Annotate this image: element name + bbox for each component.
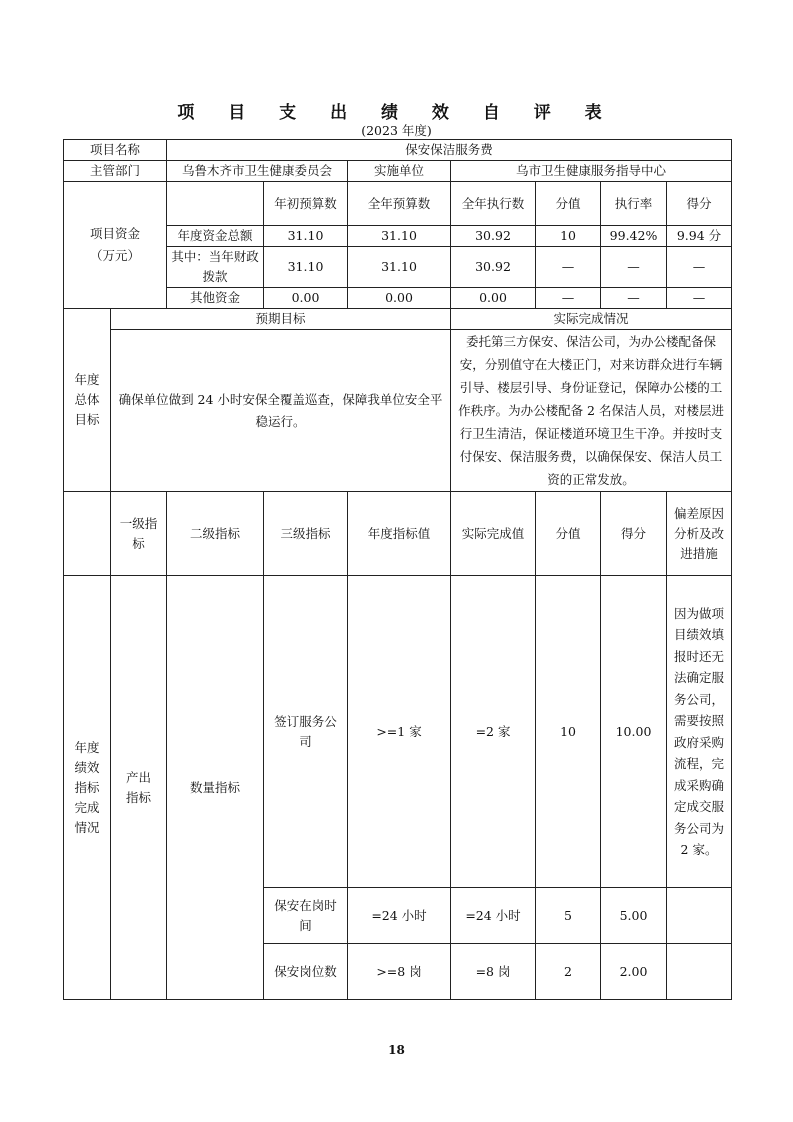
deviation-reason: 因为做项目绩效填报时还无法确定服务公司，需要按照政府采购流程，完成采购确定成交服务公司为 2 家。 — [667, 576, 732, 888]
funds-header: 执行率 — [601, 182, 667, 226]
funds-cell: — — [536, 288, 601, 309]
funds-header: 全年预算数 — [348, 182, 451, 226]
indicators-section-label: 年度绩效指标完成情况 — [64, 576, 111, 1000]
overall-label: 年度总体目标 — [64, 309, 111, 492]
expected-header: 预期目标 — [111, 309, 451, 330]
indicator-header: 得分 — [601, 492, 667, 576]
project-name-value: 保安保洁服务费 — [167, 140, 732, 161]
funds-header: 全年执行数 — [451, 182, 536, 226]
funds-label-text: 项目资金 （万元） — [90, 226, 141, 263]
funds-cell: 31.10 — [348, 226, 451, 247]
impl-label: 实施单位 — [348, 161, 451, 182]
project-name-label: 项目名称 — [64, 140, 167, 161]
target-value: >=1 家 — [348, 576, 451, 888]
funds-header: 得分 — [667, 182, 732, 226]
funds-cell: 0.00 — [264, 288, 348, 309]
got-value: 10.00 — [601, 576, 667, 888]
page-title: 项 目 支 出 绩 效 自 评 表 — [177, 103, 616, 123]
level3-indicator: 签订服务公司 — [264, 576, 348, 888]
funds-cell: 30.92 — [451, 226, 536, 247]
score-value: 5 — [536, 888, 601, 944]
impl-value: 乌市卫生健康服务指导中心 — [451, 161, 732, 182]
target-value: >=8 岗 — [348, 944, 451, 1000]
indicator-header: 实际完成值 — [451, 492, 536, 576]
indicator-header: 分值 — [536, 492, 601, 576]
funds-cell: 31.10 — [264, 247, 348, 288]
level3-indicator: 保安在岗时间 — [264, 888, 348, 944]
funds-cell: 30.92 — [451, 247, 536, 288]
page-number: 18 — [388, 1043, 405, 1057]
indicator-header: 一级指标 — [111, 492, 167, 576]
level1-indicator: 产出指标 — [111, 576, 167, 1000]
indicator-header: 三级指标 — [264, 492, 348, 576]
funds-cell: — — [601, 288, 667, 309]
score-value: 10 — [536, 576, 601, 888]
actual-text: 委托第三方保安、保洁公司，为办公楼配备保安，分别值守在大楼正门，对来访群众进行车辆引导、楼层引导、身份证登记，保障办公楼的工作秩序。为办公楼配备 2 名保洁人员，对楼层进行卫生清洁，保证楼道环境卫生干净。并按时支付保安、保洁服务费，以确保保安、保洁人员工资的正常发放。 — [451, 330, 732, 492]
actual-value: =2 家 — [451, 576, 536, 888]
funds-cell: 9.94 分 — [667, 226, 732, 247]
funds-cell: 0.00 — [348, 288, 451, 309]
actual-value: =8 岗 — [451, 944, 536, 1000]
funds-cell: — — [667, 288, 732, 309]
funds-row-name: 其他资金 — [167, 288, 264, 309]
funds-corner — [167, 182, 264, 226]
actual-header: 实际完成情况 — [451, 309, 732, 330]
funds-cell: — — [667, 247, 732, 288]
dept-value: 乌鲁木齐市卫生健康委员会 — [167, 161, 348, 182]
funds-cell: 99.42% — [601, 226, 667, 247]
score-value: 2 — [536, 944, 601, 1000]
indicator-header: 偏差原因分析及改进措施 — [667, 492, 732, 576]
level3-indicator: 保安岗位数 — [264, 944, 348, 1000]
funds-header: 年初预算数 — [264, 182, 348, 226]
got-value: 2.00 — [601, 944, 667, 1000]
target-value: =24 小时 — [348, 888, 451, 944]
funds-cell: 31.10 — [264, 226, 348, 247]
year-label: (2023 年度) — [361, 123, 432, 138]
funds-cell: — — [536, 247, 601, 288]
funds-cell: — — [601, 247, 667, 288]
indicator-header: 年度指标值 — [348, 492, 451, 576]
got-value: 5.00 — [601, 888, 667, 944]
self-evaluation-table — [63, 139, 732, 1000]
deviation-reason — [667, 888, 732, 944]
indicator-header: 二级指标 — [167, 492, 264, 576]
funds-cell: 0.00 — [451, 288, 536, 309]
indicator-corner — [64, 492, 111, 576]
actual-value: =24 小时 — [451, 888, 536, 944]
dept-label: 主管部门 — [64, 161, 167, 182]
funds-row-name: 年度资金总额 — [167, 226, 264, 247]
funds-header: 分值 — [536, 182, 601, 226]
funds-cell: 10 — [536, 226, 601, 247]
funds-row-name: 其中：当年财政拨款 — [167, 247, 264, 288]
funds-cell: 31.10 — [348, 247, 451, 288]
funds-label — [64, 182, 167, 309]
expected-text: 确保单位做到 24 小时安保全覆盖巡查，保障我单位安全平稳运行。 — [111, 330, 451, 492]
level2-indicator: 数量指标 — [167, 576, 264, 1000]
deviation-reason — [667, 944, 732, 1000]
